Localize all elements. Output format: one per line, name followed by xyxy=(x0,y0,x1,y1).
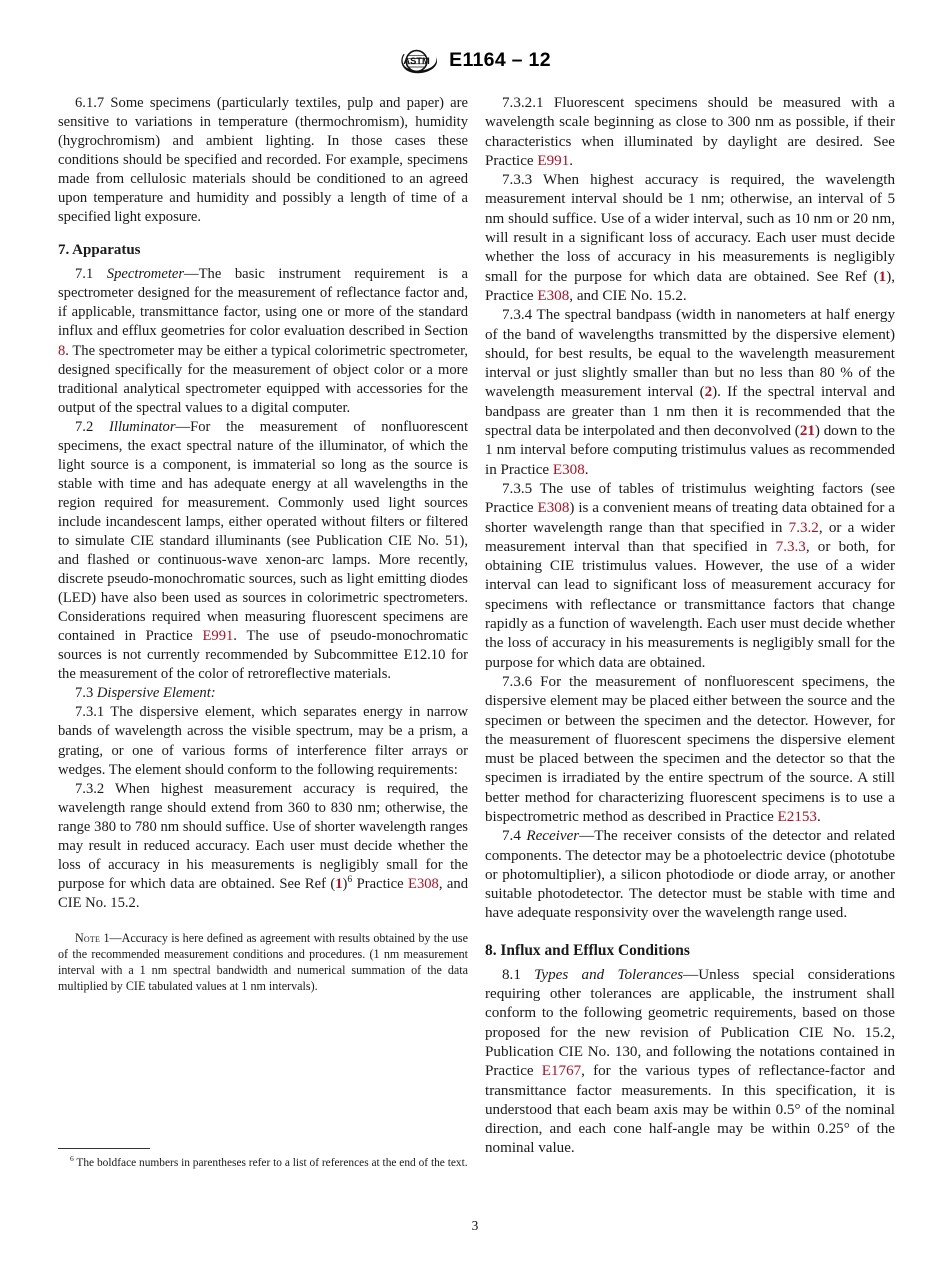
footnote-text: The boldface numbers in parentheses refer to a list of references at the end of the text. xyxy=(73,1157,468,1169)
cross-reference-e1767[interactable]: E1767 xyxy=(541,1063,582,1080)
paragraph-7-4-term: Receiver xyxy=(526,828,580,845)
cross-reference-e2153[interactable]: E2153 xyxy=(777,808,817,825)
paragraph-7-3-3-text-b: ), Practice xyxy=(485,268,895,304)
paragraph-7-3-5 xyxy=(485,480,895,673)
paragraph-7-3-1: 7.3.1 The dispersive element, which separates energy in narrow bands of wavelength across the visible spectrum, may be a prism, a grating, or one of various forms of interference filter arrays or wedges. The element should conform to the following requirements: xyxy=(58,704,468,778)
cross-reference-ref-2[interactable]: 2 xyxy=(704,384,713,401)
paragraph-7-2-text-b: . The use of pseudo-monochromatic sources is not currently recommended by Subcommittee E12.10 for the measurement of the color of retroreflective materials. xyxy=(58,628,468,683)
paragraph-7-4 xyxy=(485,827,895,923)
paragraph-7-3-3-text-a: 7.3.3 When highest accuracy is required, the wavelength measurement interval should be 1 nm; otherwise, an interval of 5 nm should suffice. Use of a wider interval, such as 10 nm or 20 nm, will result in a significant loss of accuracy. Each user must decide whether the loss of accuracy in his measurements is negligibly small for the purpose for which data are obtained. See Ref ( xyxy=(485,172,895,285)
heading-section-8: 8. Influx and Efflux Conditions xyxy=(485,941,690,959)
paragraph-7-3-6-text-a: 7.3.6 For the measurement of nonfluorescent specimens, the dispersive element may be placed either between the source and the specimen or between the specimen and the detector. However, for the measurement of fluorescent specimens the dispersive element must be placed between the specimen and the detector so that the specimen is irradiated by the entire spectrum of the source. A still better method for characterizing fluorescent specimens is to use a bispectrometric method as described in Practice xyxy=(485,673,895,825)
cross-reference-e308[interactable]: E308 xyxy=(552,461,585,478)
paragraph-7-3-2 xyxy=(58,780,468,913)
paragraph-7-3-term: Dispersive Element: xyxy=(96,685,216,702)
em-dash: — xyxy=(579,828,595,845)
cross-reference-7-3-3[interactable]: 7.3.3 xyxy=(775,538,806,555)
footnote-marker-6[interactable]: 6 xyxy=(347,873,353,885)
footnote-number: 6 xyxy=(70,1154,74,1164)
cross-reference-e991[interactable]: E991 xyxy=(202,628,234,645)
paragraph-7-2-text-a: For the measurement of nonfluorescent specimens, the exact spectral nature of the illuminator, of which the light source is a component, is immaterial so long as the source is stable with time and has adequate energy at all wavelengths in the region required for measurement. Commonly used light sources include incandescent lamps, either operated without filters or filtered to simulate CIE standard illuminants (see Publication CIE No. 51), and flashed or continuous-wave xenon-arc lamps. More recently, discrete pseudo-monochromatic sources, such as light emitting diodes (LED) have also been used as sources in colorimetric spectrometers. Considerations required when measuring fluorescent specimens are contained in Practice xyxy=(58,418,469,645)
paragraph-7-3-4-text-a: 7.3.4 The spectral bandpass (width in nanometers at half energy of the band of wavelengths transmitted by the dispersive element) should, for best results, be equal to the wavelength measurement interval or just slightly smaller than but no less than 80 % of the wavelength measurement interval ( xyxy=(485,307,895,401)
cross-reference-ref-1[interactable]: 1 xyxy=(878,268,887,285)
footnote-6 xyxy=(58,1156,468,1171)
paragraph-8-1-text-a: Unless special considerations requiring other tolerances are applicable, the instrument shall conform to the following geometric requirements, based on those proposed for the new revision of Publication CIE No. 15.2, Publication CIE No. 130, and following the notations contained in Practice xyxy=(485,966,895,1080)
cross-reference-e308[interactable]: E308 xyxy=(537,500,570,517)
page-header-title: E1164 – 12 xyxy=(449,49,551,72)
paragraph-7-2-term: Illuminator xyxy=(109,418,176,435)
note-dash: — xyxy=(109,930,122,945)
paragraph-7-3-2-text-a: 7.3.2 When highest measurement accuracy is required, the wavelength range should extend from 360 to 830 nm; otherwise, the range 380 to 780 nm should suffice. Use of shorter wavelength ranges may result in reduced accuracy. Each user must decide whether the loss of accuracy in his measurements is negligibly small for the purpose for which data are obtained. See Ref ( xyxy=(58,780,468,892)
cross-reference-ref-21[interactable]: 21 xyxy=(799,423,815,440)
paragraph-7-1-text-a: The basic instrument requirement is a spectrometer designed for the measurement of reflectance factor and, if applicable, transmittance factor, using one or more of the standard influx and efflux geometries for color evaluation described in Section xyxy=(58,266,469,340)
paragraph-7-3-6 xyxy=(485,673,895,827)
paragraph-8-1-number: 8.1 xyxy=(502,966,535,983)
paragraph-7-3 xyxy=(58,684,468,703)
paragraph-7-4-number: 7.4 xyxy=(502,828,527,845)
footnote-rule xyxy=(58,1148,150,1149)
paragraph-7-3-2-text-c: , and CIE No. 15.2. xyxy=(58,875,468,911)
paragraph-8-1 xyxy=(485,966,895,1159)
paragraph-7-3-4-text-d: . xyxy=(584,461,589,478)
paragraph-7-2 xyxy=(58,418,468,685)
paragraph-7-3-2-1-text-a: 7.3.2.1 Fluorescent specimens should be measured with a wavelength scale beginning as close to 300 nm as possible, if their characteristics when illuminated by daylight are desired. See Practice xyxy=(485,95,895,169)
paragraph-7-3-2-paren: ) xyxy=(342,875,348,892)
note-1 xyxy=(58,930,468,994)
note-label: Note xyxy=(75,930,101,945)
left-column xyxy=(58,94,468,994)
paragraph-7-3-2-1 xyxy=(485,94,895,171)
paragraph-7-2-number: 7.2 xyxy=(75,418,110,435)
em-dash: — xyxy=(683,966,699,983)
paragraph-7-4-text: The receiver consists of the detector and related components. The detector may be a photoelectric device (phototube or photomultiplier), a silicon photodiode or diode array, or another suitable photodetector. The detector must be stable with time and have adequate responsivity over the wavelength range used. xyxy=(485,828,895,922)
paragraph-7-1-number: 7.1 xyxy=(75,266,107,283)
em-dash: — xyxy=(175,418,191,435)
svg-text:ASTM: ASTM xyxy=(403,56,430,66)
em-dash: — xyxy=(184,266,199,283)
paragraph-7-1-text-b: . The spectrometer may be either a typical colorimetric spectrometer, designed specifically for the measurement of object color or a more traditional analytical spectrometer equipped with accessories for the output of the spectral values to a digital computer. xyxy=(58,342,468,416)
paragraph-8-1-text-b: , for the various types of reflectance-factor and transmittance factor measurements. In this specification, it is understood that each beam axis may be within 0.5° of the nominal direction, and each cone half-angle may be within 0.25° of the nominal value. xyxy=(485,1063,895,1157)
page-header xyxy=(0,40,950,82)
paragraph-7-3-5-text-c: , or a wider measurement interval than that specified in xyxy=(485,519,896,555)
right-column xyxy=(485,94,895,1159)
paragraph-7-3-2-1-text-b: . xyxy=(569,152,574,169)
paragraph-7-3-5-text-b: ) is a convenient means of treating data obtained for a shorter wavelength range than that specified in xyxy=(485,500,896,536)
heading-section-7: 7. Apparatus xyxy=(58,242,141,259)
cross-reference-e308[interactable]: E308 xyxy=(537,287,570,304)
paragraph-7-3-5-text-d: , or both, for obtaining CIE tristimulus values. However, the use of a wider interval can lead to significant loss of measurement accuracy for specimens with reflectance or transmittance factors that change rapidly as a function of wavelength. Each user must decide whether the loss of accuracy in his measurements is negligibly small for the purpose for which data are obtained. xyxy=(485,538,895,671)
paragraph-7-1-term: Spectrometer xyxy=(106,266,185,283)
paragraph-7-3-4-text-c: ) down to the 1 nm interval before computing tristimulus values as recommended in Practice xyxy=(485,423,895,478)
cross-reference-e991[interactable]: E991 xyxy=(537,152,570,169)
paragraph-7-3-2-text-b: Practice xyxy=(352,875,409,892)
paragraph-7-3-3-text-c: , and CIE No. 15.2. xyxy=(569,287,687,304)
cross-reference-7-3-2[interactable]: 7.3.2 xyxy=(788,519,819,536)
paragraph-6-1-7: 6.1.7 Some specimens (particularly textiles, pulp and paper) are sensitive to variations in temperature (thermochromism), humidity (hygrochromism) and ambient lighting. In those cases these conditions should be specified and recorded. For example, specimens made from cellulosic materials should be conditioned to an agreed upon temperature and humidity and possibly a length of time of a specified light exposure. xyxy=(58,95,468,226)
cross-reference-section-8[interactable]: 8 xyxy=(58,342,66,359)
page-number: 3 xyxy=(471,1218,479,1233)
paragraph-7-3-4-text-b: ). If the spectral interval and bandpass are greater than 1 nm then it is recommended that the spectral data be interpolated and then deconvolved ( xyxy=(485,384,896,440)
cross-reference-ref-1[interactable]: 1 xyxy=(335,875,343,892)
paragraph-7-1 xyxy=(58,265,468,417)
paragraph-7-3-5-text-a: 7.3.5 The use of tables of tristimulus weighting factors (see Practice xyxy=(485,480,895,517)
note-text: Accuracy is here defined as agreement with results obtained by the use of the recommended measurement conditions and procedures. (1 nm measurement interval with a 1 nm spectral bandwidth and numerical summation of the data multiplied by CIE tabulated values at 1 nm intervals). xyxy=(58,930,468,994)
cross-reference-e308[interactable]: E308 xyxy=(408,875,439,892)
paragraph-8-1-term: Types and Tolerances xyxy=(534,966,684,983)
footnote-area xyxy=(58,1148,468,1171)
paragraph-7-3-4 xyxy=(485,306,895,480)
paragraph-7-3-number: 7.3 xyxy=(75,685,97,702)
astm-logo xyxy=(399,45,439,77)
note-number: 1 xyxy=(100,930,110,945)
paragraph-7-3-3 xyxy=(485,171,895,306)
paragraph-7-3-6-text-b: . xyxy=(816,808,821,825)
